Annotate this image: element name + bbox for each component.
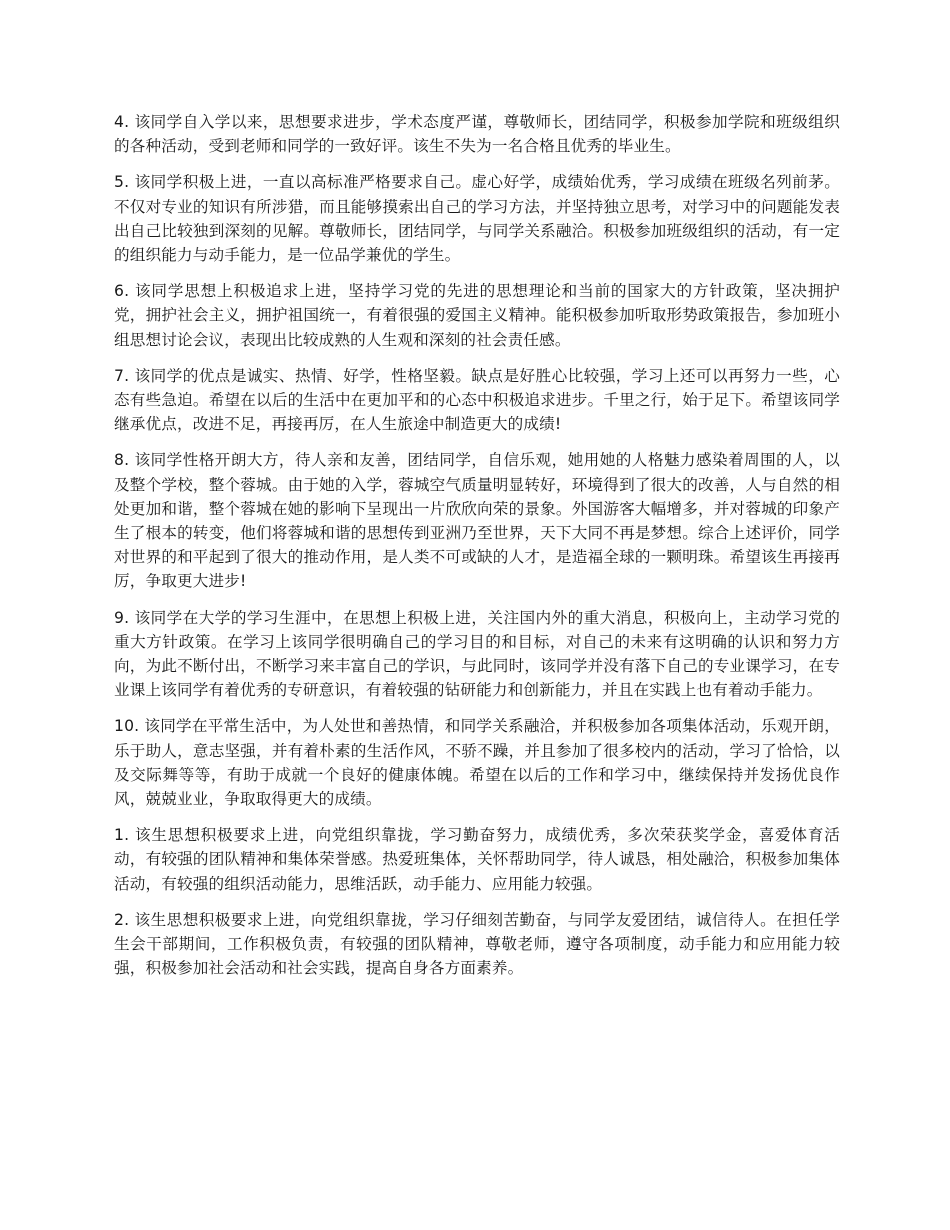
paragraph-6: 6. 该同学思想上积极追求上进，坚持学习党的先进的思想理论和当前的国家大的方针政策，坚决拥护党，拥护社会主义，拥护祖国统一，有着很强的爱国主义精神。能积极参加听取形势政策报告，参加班小组思想讨论会议，表现出比较成熟的人生观和深刻的社会责任感。 [114, 282, 840, 349]
document-body [114, 110, 840, 993]
paragraph-8: 8. 该同学性格开朗大方，待人亲和友善，团结同学，自信乐观，她用她的人格魅力感染着周围的人，以及整个学校，整个蓉城。由于她的入学，蓉城空气质量明显转好，环境得到了很大的改善，人与自然的相处更加和谐，整个蓉城在她的影响下呈现出一片欣欣向荣的景象。外国游客大幅增多，并对蓉城的印象产生了根本的转变，他们将蓉城和谐的思想传到亚洲乃至世界，天下大同不再是梦想。综合上述评价，同学对世界的和平起到了很大的推动作用，是人类不可或缺的人才，是造福全球的一颗明珠。希望该生再接再厉，争取更大进步! [114, 451, 840, 591]
paragraph-1: 1. 该生思想积极要求上进，向党组织靠拢，学习勤奋努力，成绩优秀，多次荣获奖学金，喜爱体育活动，有较强的团队精神和集体荣誉感。热爱班集体，关怀帮助同学，待人诚恳，相处融洽，积极参加集体活动，有较强的组织活动能力，思维活跃，动手能力、应用能力较强。 [114, 826, 840, 893]
paragraph-7: 7. 该同学的优点是诚实、热情、好学，性格坚毅。缺点是好胜心比较强，学习上还可以再努力一些，心态有些急迫。希望在以后的生活中在更加平和的心态中积极追求进步。千里之行，始于足下。希望该同学继承优点，改进不足，再接再厉，在人生旅途中制造更大的成绩! [114, 366, 840, 434]
paragraph-10: 10. 该同学在平常生活中，为人处世和善热情，和同学关系融洽，并积极参加各项集体活动，乐观开朗，乐于助人，意志坚强，并有着朴素的生活作风，不骄不躁，并且参加了很多校内的活动，学习了恰恰，以及交际舞等等，有助于成就一个良好的健康体魄。希望在以后的工作和学习中，继续保持并发扬优良作风，兢兢业业，争取取得更大的成绩。 [114, 717, 840, 809]
paragraph-9: 9. 该同学在大学的学习生涯中，在思想上积极上进，关注国内外的重大消息，积极向上，主动学习党的重大方针政策。在学习上该同学很明确自己的学习目的和目标，对自己的未来有这明确的认识和努力方向，为此不断付出，不断学习来丰富自己的学识，与此同时，该同学并没有落下自己的专业课学习，在专业课上该同学有着优秀的专研意识，有着较强的钻研能力和创新能力，并且在实践上也有着动手能力。 [114, 608, 840, 700]
paragraph-5: 5. 该同学积极上进，一直以高标准严格要求自己。虚心好学，成绩始优秀，学习成绩在班级名列前茅。不仅对专业的知识有所涉猎，而且能够摸索出自己的学习方法，并坚持独立思考，对学习中的问题能发表出自己比较独到深刻的见解。尊敬师长，团结同学，与同学关系融洽。积极参加班级组织的活动，有一定的组织能力与动手能力，是一位品学兼优的学生。 [114, 173, 840, 265]
paragraph-2: 2. 该生思想积极要求上进，向党组织靠拢，学习仔细刻苦勤奋，与同学友爱团结，诚信待人。在担任学生会干部期间，工作积极负责，有较强的团队精神，尊敬老师，遵守各项制度，动手能力和应用能力较强，积极参加社会活动和社会实践，提高自身各方面素养。 [114, 910, 840, 978]
paragraph-4: 4. 该同学自入学以来，思想要求进步，学术态度严谨，尊敬师长，团结同学，积极参加学院和班级组织的各种活动，受到老师和同学的一致好评。该生不失为一名合格且优秀的毕业生。 [114, 113, 840, 156]
